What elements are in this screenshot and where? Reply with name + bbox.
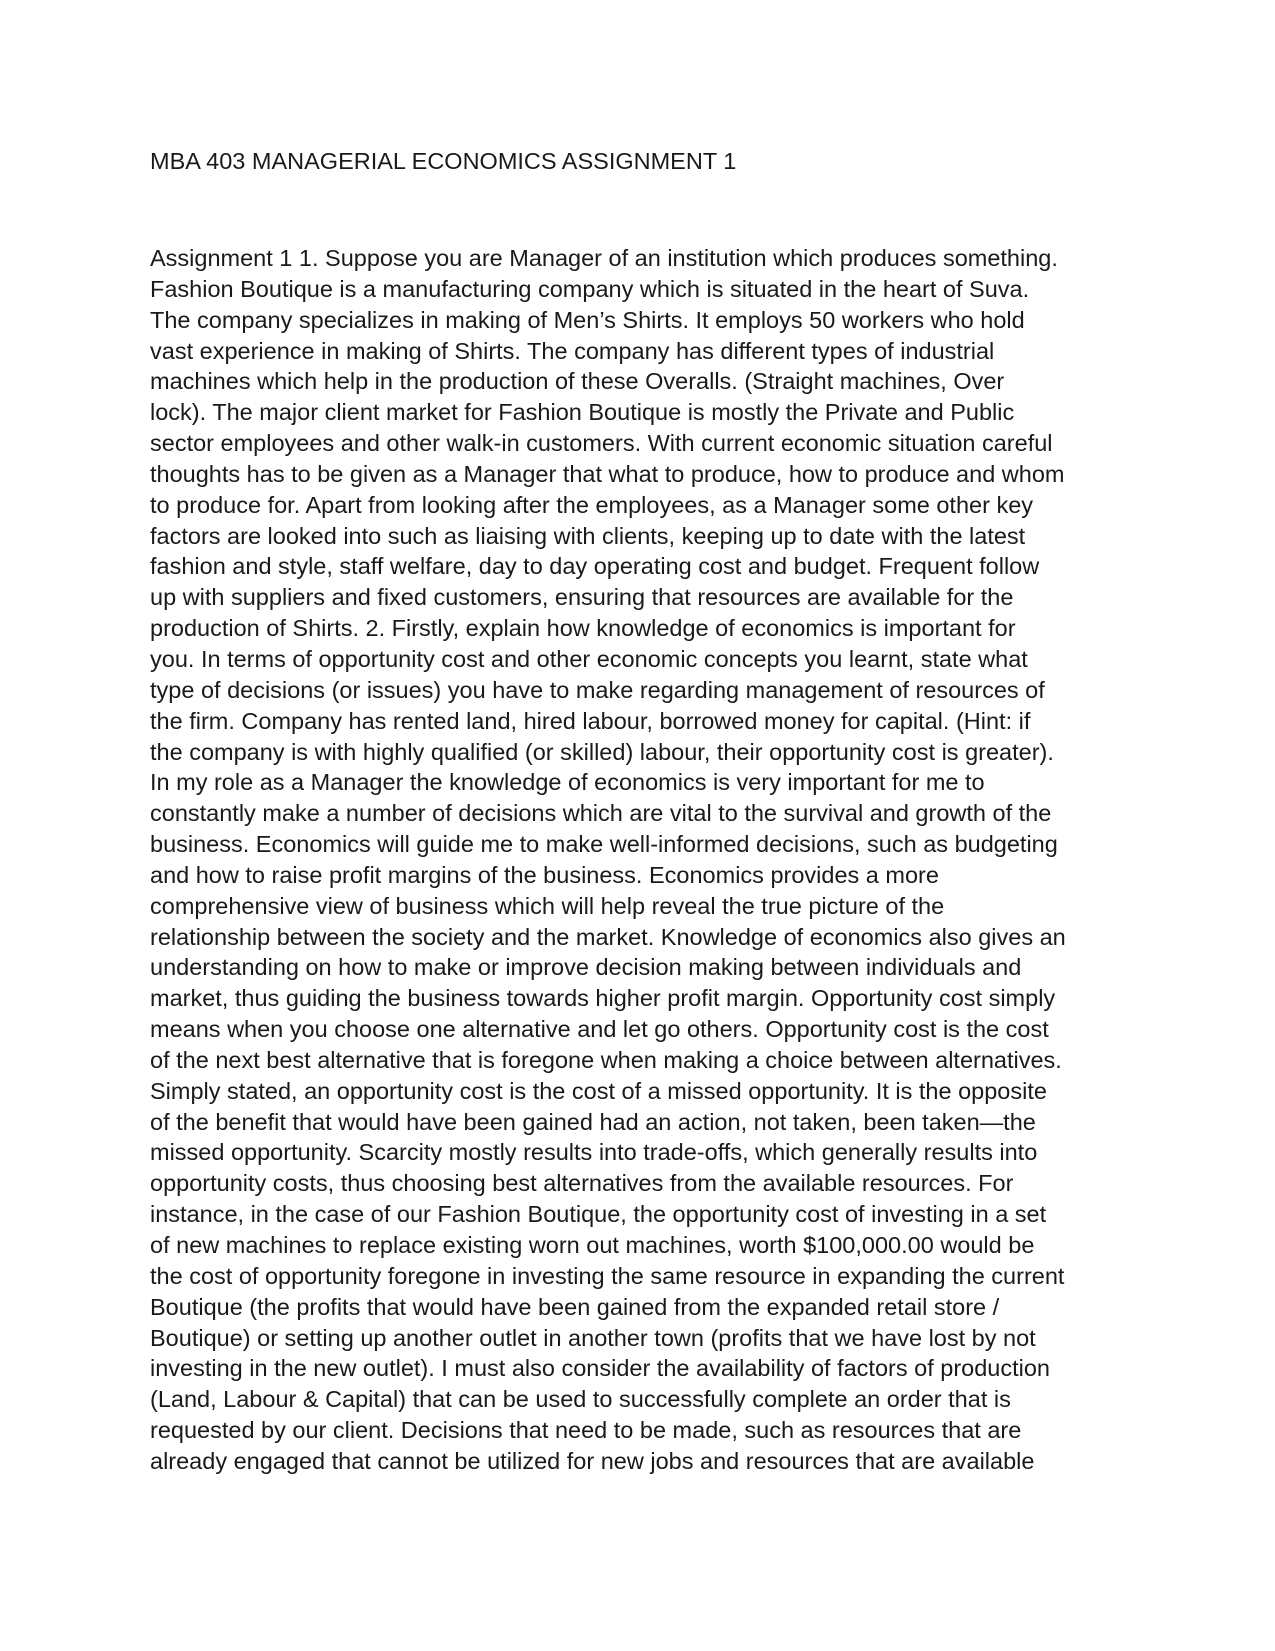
body-line: constantly make a number of decisions which are vital to the survival and growth of the xyxy=(150,800,1052,827)
body-line: vast experience in making of Shirts. The company has different types of industrial xyxy=(150,337,995,364)
body-line: Simply stated, an opportunity cost is the cost of a missed opportunity. It is the opposite xyxy=(150,1077,1047,1104)
body-line: to produce for. Apart from looking after the employees, as a Manager some other key xyxy=(150,491,1034,518)
body-line: you. In terms of opportunity cost and other economic concepts you learnt, state what xyxy=(150,645,1028,672)
body-line: instance, in the case of our Fashion Boutique, the opportunity cost of investing in a set xyxy=(150,1201,1047,1228)
body-line: Boutique) or setting up another outlet in another town (profits that we have lost by not xyxy=(150,1324,1036,1351)
body-line: already engaged that cannot be utilized for new jobs and resources that are available xyxy=(150,1447,1035,1474)
body-line: sector employees and other walk-in customers. With current economic situation careful xyxy=(150,430,1053,457)
body-line: lock). The major client market for Fashion Boutique is mostly the Private and Public xyxy=(150,399,1015,426)
document-title: MBA 403 MANAGERIAL ECONOMICS ASSIGNMENT 1 xyxy=(150,148,737,174)
body-line: Assignment 1 1. Suppose you are Manager of an institution which produces something. xyxy=(150,245,1058,271)
body-line: missed opportunity. Scarcity mostly results into trade-offs, which generally results into xyxy=(150,1139,1038,1166)
body-line: relationship between the society and the market. Knowledge of economics also gives an xyxy=(150,923,1066,950)
body-line: of new machines to replace existing worn out machines, worth $100,000.00 would be xyxy=(150,1232,1035,1258)
body-line: market, thus guiding the business towards higher profit margin. Opportunity cost simply xyxy=(150,985,1056,1012)
body-line: In my role as a Manager the knowledge of economics is very important for me to xyxy=(150,769,985,796)
body-line: up with suppliers and fixed customers, ensuring that resources are available for the xyxy=(150,584,1014,611)
body-line: The company specializes in making of Men’s Shirts. It employs 50 workers who hold xyxy=(150,306,1025,333)
body-line: Boutique (the profits that would have been gained from the expanded retail store / xyxy=(150,1293,1000,1320)
body-line: production of Shirts. 2. Firstly, explain how knowledge of economics is important for xyxy=(150,615,1016,642)
body-line: the firm. Company has rented land, hired labour, borrowed money for capital. (Hint: if xyxy=(150,707,1031,734)
body-line: Fashion Boutique is a manufacturing company which is situated in the heart of Suva. xyxy=(150,275,1030,302)
body-line: factors are looked into such as liaising with clients, keeping up to date with the latest xyxy=(150,522,1026,549)
body-line: means when you choose one alternative and let go others. Opportunity cost is the cost xyxy=(150,1016,1049,1043)
body-line: requested by our client. Decisions that need to be made, such as resources that are xyxy=(150,1417,1022,1444)
body-line: machines which help in the production of these Overalls. (Straight machines, Over xyxy=(150,368,1005,395)
body-line: of the benefit that would have been gained had an action, not taken, been taken—the xyxy=(150,1108,1036,1135)
body-line: fashion and style, staff welfare, day to day operating cost and budget. Frequent follow xyxy=(150,553,1040,580)
body-line: the cost of opportunity foregone in investing the same resource in expanding the current xyxy=(150,1262,1065,1289)
body-line: thoughts has to be given as a Manager that what to produce, how to produce and whom xyxy=(150,460,1065,487)
body-line: the company is with highly qualified (or skilled) labour, their opportunity cost is greater). xyxy=(150,738,1054,765)
body-line: comprehensive view of business which will help reveal the true picture of the xyxy=(150,892,945,919)
body-line: of the next best alternative that is foregone when making a choice between alternatives. xyxy=(150,1046,1062,1073)
body-line: business. Economics will guide me to make well-informed decisions, such as budgeting xyxy=(150,831,1058,858)
document-body xyxy=(150,243,1150,1477)
body-line: investing in the new outlet). I must also consider the availability of factors of production xyxy=(150,1355,1050,1382)
body-line: opportunity costs, thus choosing best alternatives from the available resources. For xyxy=(150,1170,1014,1197)
body-line: (Land, Labour & Capital) that can be used to successfully complete an order that is xyxy=(150,1386,1011,1413)
body-line: type of decisions (or issues) you have to make regarding management of resources of xyxy=(150,676,1045,703)
body-line: and how to raise profit margins of the business. Economics provides a more xyxy=(150,861,939,888)
body-line: understanding on how to make or improve decision making between individuals and xyxy=(150,954,1022,981)
